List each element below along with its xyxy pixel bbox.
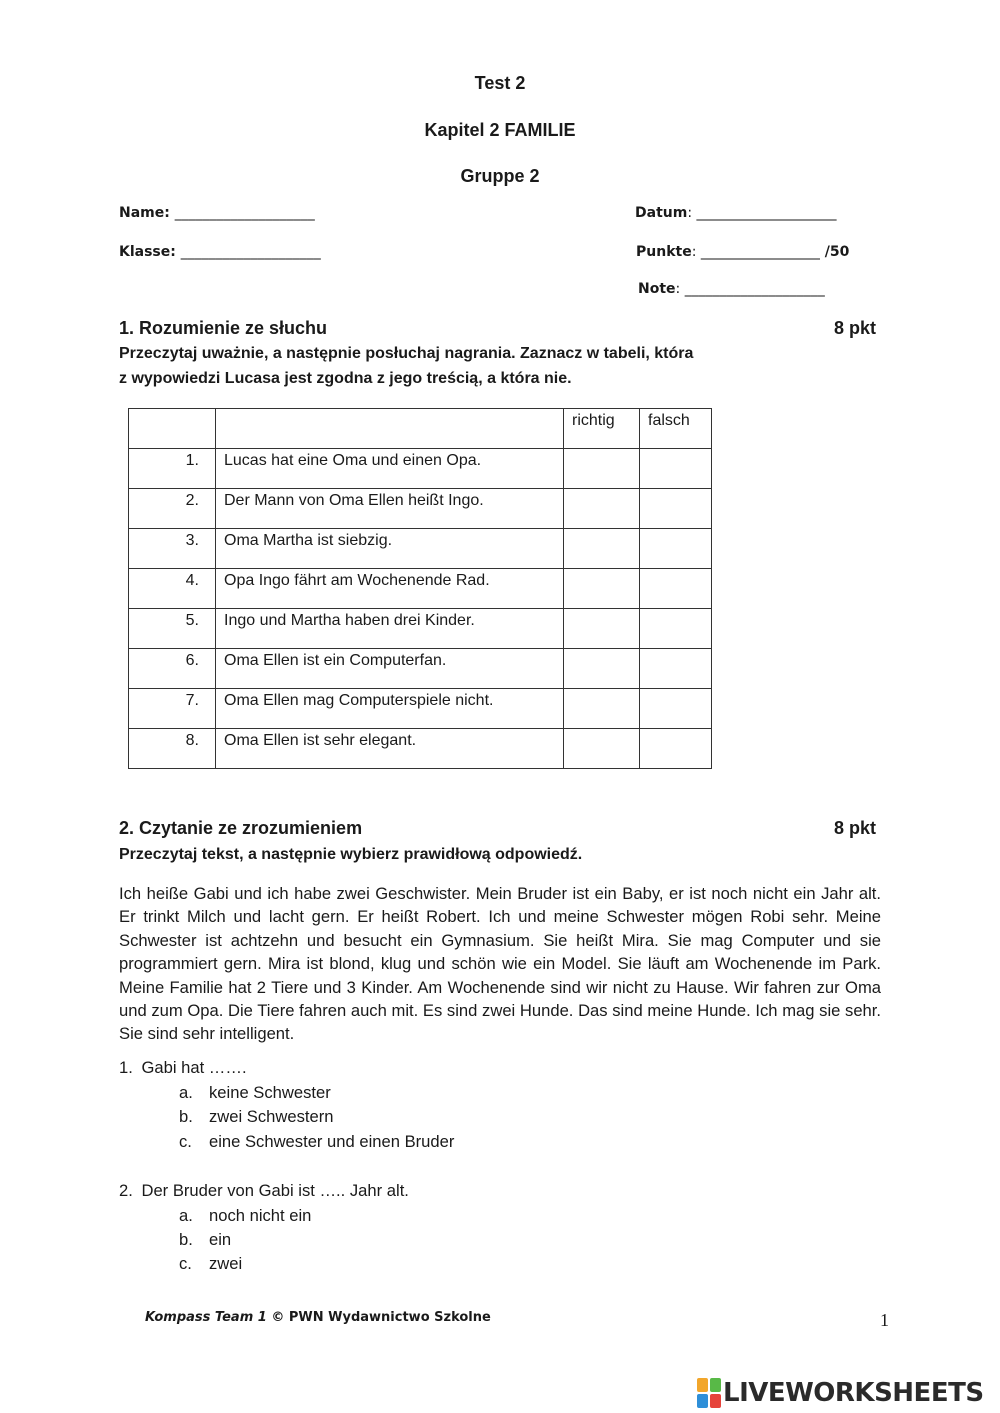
table-row — [129, 689, 712, 729]
option-text: zwei — [209, 1254, 243, 1273]
falsch-checkbox-cell[interactable] — [640, 529, 712, 569]
row-number: 7. — [129, 689, 216, 729]
answer-option[interactable] — [179, 1107, 334, 1127]
page-number: 1 — [880, 1310, 889, 1330]
answer-option[interactable] — [179, 1206, 312, 1226]
richtig-checkbox-cell[interactable] — [564, 609, 640, 649]
section2-title: 2. Czytanie ze zrozumieniem — [119, 818, 363, 838]
datum-label: Datum — [635, 205, 688, 221]
option-text: eine Schwester und einen Bruder — [209, 1132, 455, 1151]
option-letter: a. — [179, 1083, 193, 1102]
note-label: Note — [638, 281, 676, 297]
option-text: ein — [209, 1230, 232, 1249]
row-number: 8. — [129, 729, 216, 769]
question-1 — [119, 1058, 247, 1078]
question-number: 1. — [119, 1058, 133, 1077]
richtig-checkbox-cell[interactable] — [564, 489, 640, 529]
row-number: 2. — [129, 489, 216, 529]
liveworksheets-logo-icon — [697, 1378, 721, 1408]
row-statement: Oma Martha ist siebzig. — [216, 529, 564, 569]
falsch-checkbox-cell[interactable] — [640, 609, 712, 649]
row-number: 6. — [129, 649, 216, 689]
section1-instruction-line2: z wypowiedzi Lucasa jest zgodna z jego treścią, a która nie. — [119, 370, 572, 387]
answer-option[interactable] — [179, 1083, 331, 1103]
logo-square — [697, 1394, 708, 1408]
header-num-cell — [129, 409, 216, 449]
klasse-blank: ____________________ — [180, 244, 321, 260]
logo-square — [710, 1394, 721, 1408]
table-row — [129, 649, 712, 689]
logo-square — [697, 1378, 708, 1392]
klasse-label: Klasse: — [119, 244, 176, 260]
falsch-checkbox-cell[interactable] — [640, 689, 712, 729]
note-blank: : ____________________ — [675, 281, 825, 297]
row-statement: Oma Ellen ist ein Computerfan. — [216, 649, 564, 689]
option-letter: b. — [179, 1107, 193, 1126]
header-statement-cell — [216, 409, 564, 449]
true-false-table — [128, 408, 712, 769]
group-title: Gruppe 2 — [460, 166, 540, 186]
footer-book: Kompass Team 1 — [145, 1310, 267, 1325]
richtig-checkbox-cell[interactable] — [564, 729, 640, 769]
richtig-checkbox-cell[interactable] — [564, 689, 640, 729]
punkte-label: Punkte — [636, 244, 692, 260]
richtig-checkbox-cell[interactable] — [564, 529, 640, 569]
section1-instruction — [119, 341, 693, 391]
table-row — [129, 449, 712, 489]
row-number: 3. — [129, 529, 216, 569]
question-number: 2. — [119, 1181, 133, 1200]
name-blank: ____________________ — [174, 205, 315, 221]
row-number: 4. — [129, 569, 216, 609]
row-number: 1. — [129, 449, 216, 489]
row-number: 5. — [129, 609, 216, 649]
option-letter: b. — [179, 1230, 193, 1249]
table-row — [129, 729, 712, 769]
richtig-checkbox-cell[interactable] — [564, 649, 640, 689]
option-letter: c. — [179, 1254, 192, 1273]
note-field[interactable] — [638, 281, 825, 297]
table-header-row — [129, 409, 712, 449]
question-text: Gabi hat ……. — [141, 1058, 247, 1077]
option-text: zwei Schwestern — [209, 1107, 334, 1126]
liveworksheets-watermark[interactable] — [697, 1378, 984, 1408]
header-richtig: richtig — [564, 409, 640, 449]
liveworksheets-text: LIVEWORKSHEETS — [723, 1378, 984, 1408]
row-statement: Oma Ellen mag Computerspiele nicht. — [216, 689, 564, 729]
logo-square — [710, 1378, 721, 1392]
datum-blank: : ____________________ — [687, 205, 837, 221]
option-letter: c. — [179, 1132, 192, 1151]
falsch-checkbox-cell[interactable] — [640, 729, 712, 769]
row-statement: Lucas hat eine Oma und einen Opa. — [216, 449, 564, 489]
richtig-checkbox-cell[interactable] — [564, 449, 640, 489]
row-statement: Opa Ingo fährt am Wochenende Rad. — [216, 569, 564, 609]
chapter-title: Kapitel 2 FAMILIE — [424, 120, 576, 140]
row-statement: Der Mann von Oma Ellen heißt Ingo. — [216, 489, 564, 529]
falsch-checkbox-cell[interactable] — [640, 649, 712, 689]
section2-points: 8 pkt — [833, 818, 876, 838]
table-row — [129, 569, 712, 609]
row-statement: Ingo und Martha haben drei Kinder. — [216, 609, 564, 649]
row-statement: Oma Ellen ist sehr elegant. — [216, 729, 564, 769]
header-falsch: falsch — [640, 409, 712, 449]
datum-field[interactable] — [635, 205, 837, 221]
section2-instruction: Przeczytaj tekst, a następnie wybierz prawidłową odpowiedź. — [119, 846, 583, 863]
test-title: Test 2 — [474, 73, 526, 93]
table-row — [129, 489, 712, 529]
reading-passage: Ich heiße Gabi und ich habe zwei Geschwister. Mein Bruder ist ein Baby, er ist noch nicht ein Jahr alt. Er trinkt Milch und lacht gern. Er heißt Robert. Ich und meine Schwester mögen Robi sehr. Meine Schwester ist achtzehn und besucht ein Gymnasium. Sie heißt Mira. Sie mag Computer und sie programmiert gern. Mira ist blond, klug und schön wie ein Model. Sie läuft am Wochenende im Park. Meine Familie hat 2 Tiere und 3 Kinder. Am Wochenende sind wir nicht zu Hause. Wir fahren zur Oma und zum Opa. Die Tiere fahren auch mit. Es sind zwei Hunde. Das sind meine Hunde. Ich mag sie sehr. Sie sind sehr intelligent. — [119, 884, 881, 1044]
falsch-checkbox-cell[interactable] — [640, 569, 712, 609]
richtig-checkbox-cell[interactable] — [564, 569, 640, 609]
section1-points: 8 pkt — [833, 318, 876, 338]
footer-copyright — [145, 1310, 491, 1325]
table-row — [129, 529, 712, 569]
section1-instruction-line1: Przeczytaj uważnie, a następnie posłuchaj nagrania. Zaznacz w tabeli, która — [119, 345, 694, 362]
option-letter: a. — [179, 1206, 193, 1225]
answer-option[interactable] — [179, 1230, 232, 1250]
answer-option[interactable] — [179, 1132, 455, 1152]
falsch-checkbox-cell[interactable] — [640, 489, 712, 529]
name-label: Name: — [119, 205, 170, 221]
klasse-field[interactable] — [119, 244, 321, 260]
answer-option[interactable] — [179, 1254, 243, 1274]
question-text: Der Bruder von Gabi ist ….. Jahr alt. — [141, 1181, 409, 1200]
table-row — [129, 609, 712, 649]
name-field[interactable] — [119, 205, 315, 221]
option-text: noch nicht ein — [209, 1206, 312, 1225]
footer-publisher: © PWN Wydawnictwo Szkolne — [266, 1310, 491, 1325]
punkte-blank: : _________________ — [691, 244, 820, 260]
section1-title: 1. Rozumienie ze słuchu — [119, 318, 328, 338]
question-2 — [119, 1181, 409, 1201]
punkte-max: /50 — [819, 244, 850, 260]
punkte-field[interactable] — [636, 244, 849, 260]
falsch-checkbox-cell[interactable] — [640, 449, 712, 489]
option-text: keine Schwester — [209, 1083, 331, 1102]
